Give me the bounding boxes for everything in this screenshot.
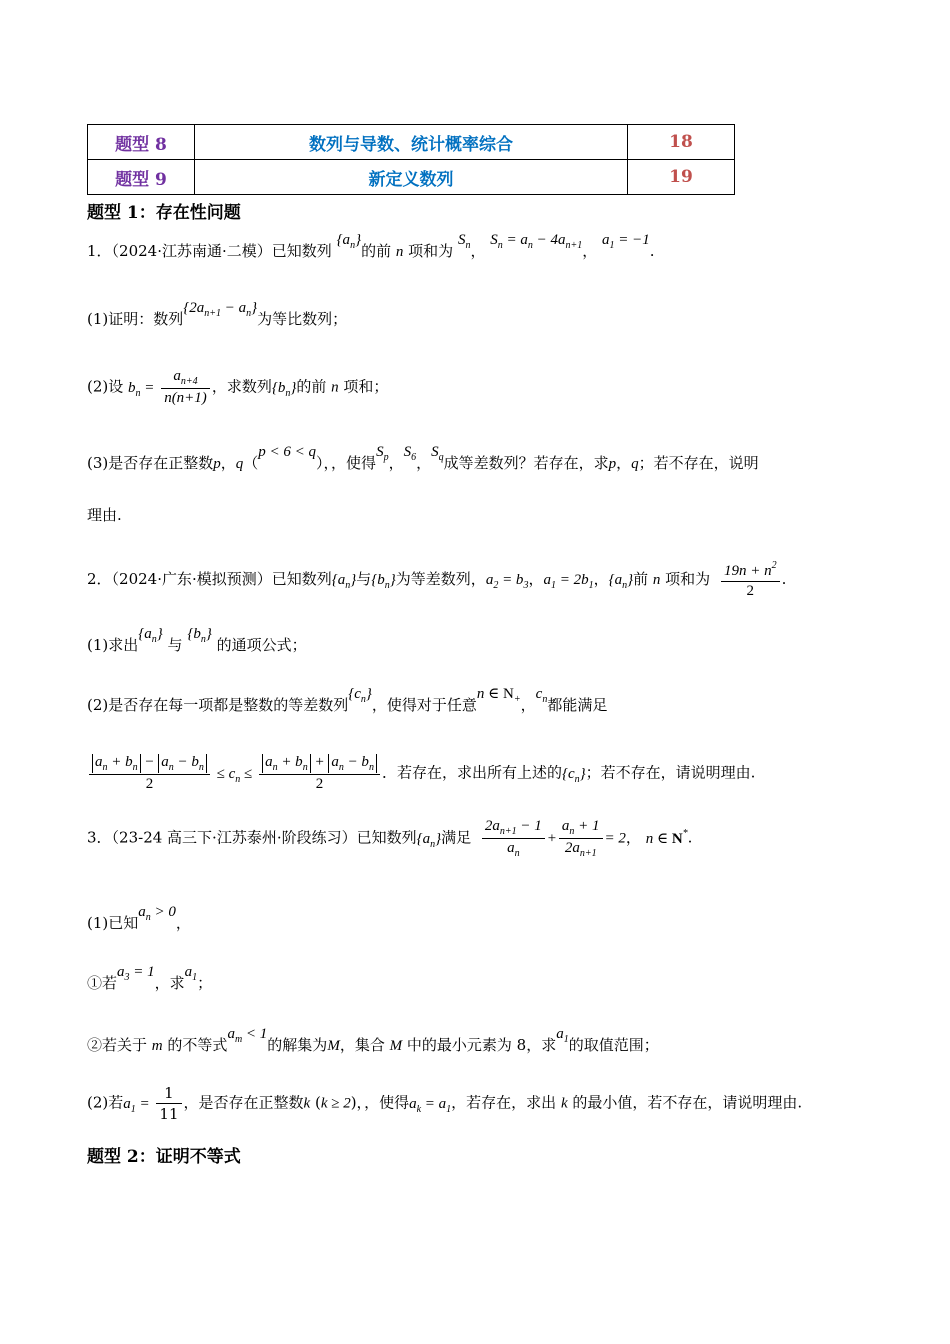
question-1-part-1: (1)证明：数列$\{2a_{n+1} - a_n\}$为等比数列； — [87, 300, 348, 328]
question-2-inequality: $\frac{a_n + b_n - a_n - b_n}{2}$ ≤ $c_n$ ≤ $\frac{a_n + b_n + a_n - b_n}{2}$ ．若存在，求出所有上述的$\{c_n\}$；若不存在，请说明理由. — [87, 754, 755, 793]
question-3-part-1: (1)已知$a_n > 0$， — [87, 904, 191, 932]
toc-type[interactable]: 题型 9 — [88, 160, 195, 195]
toc-table — [87, 124, 735, 195]
section-heading-2: 题型 2：证明不等式 — [87, 1147, 241, 1167]
toc-title[interactable]: 数列与导数、统计概率综合 — [195, 125, 628, 160]
toc-type[interactable]: 题型 8 — [88, 125, 195, 160]
question-1-stem: 1．（2024·江苏南通·二模）已知数列 $\{a_n\}$的前 n 项和为 $S_n$， $S_n = a_n - 4a_{n+1}$， $a_1 = -1$. — [87, 232, 655, 260]
question-3-part-2: (2)若$a_1$ = $\frac{1}{11}$ ，是否存在正整数k (k ≥ 2)，，使得$a_k = a_1$，若存在，求出 k 的最小值，若不存在，请说明理由. — [87, 1084, 803, 1123]
toc-title[interactable]: 新定义数列 — [195, 160, 628, 195]
question-2-stem: 2．（2024·广东·模拟预测）已知数列$\{a_n\}$与$\{b_n\}$为等差数列，$a_2 = b_3$，$a_1 = 2b_1$，$\{a_n\}$前 n 项和为 $\frac{19n + n^2}{2}$ . — [87, 560, 787, 599]
question-1-part-3-cont: 理由. — [87, 506, 122, 524]
question-3-stem: 3．（23-24 高三下·江苏泰州·阶段练习）已知数列$\{a_n\}$满足 $\frac{2a_{n+1} - 1}{a_n}$ + $\frac{a_n + 1}{2a_{n+1}}$ = 2， n ∈ N*. — [87, 818, 693, 859]
toc-page[interactable]: 19 — [628, 160, 735, 195]
toc-row — [88, 125, 735, 160]
question-2-part-2: (2)是否存在每一项都是整数的等差数列$\{c_n\}$，使得对于任意n ∈ $N_+$，$c_n$都能满足 — [87, 686, 608, 714]
question-1-part-2: (2)设 $b_n$ = $\frac{a_{n+4}}{n(n+1)}$ ，求数列$\{b_n\}$的前 n 项和； — [87, 368, 389, 406]
question-1-part-3: (3)是否存在正整数p，q（p < 6 < q），，使得$S_p$，$S_6$，$S_q$成等差数列？若存在，求p，q；若不存在，说明 — [87, 444, 759, 472]
question-3-part-1b: ②若关于 m 的不等式$a_m < 1$的解集为M，集合 M 中的最小元素为 8，求$a_1$的取值范围； — [87, 1026, 659, 1054]
question-2-part-1: (1)求出$\{a_n\}$ 与 $\{b_n\}$ 的通项公式； — [87, 626, 307, 654]
section-heading-1: 题型 1：存在性问题 — [87, 203, 241, 223]
toc-row — [88, 160, 735, 195]
question-3-part-1a: ①若$a_3 = 1$，求$a_1$； — [87, 964, 213, 992]
toc-page[interactable]: 18 — [628, 125, 735, 160]
